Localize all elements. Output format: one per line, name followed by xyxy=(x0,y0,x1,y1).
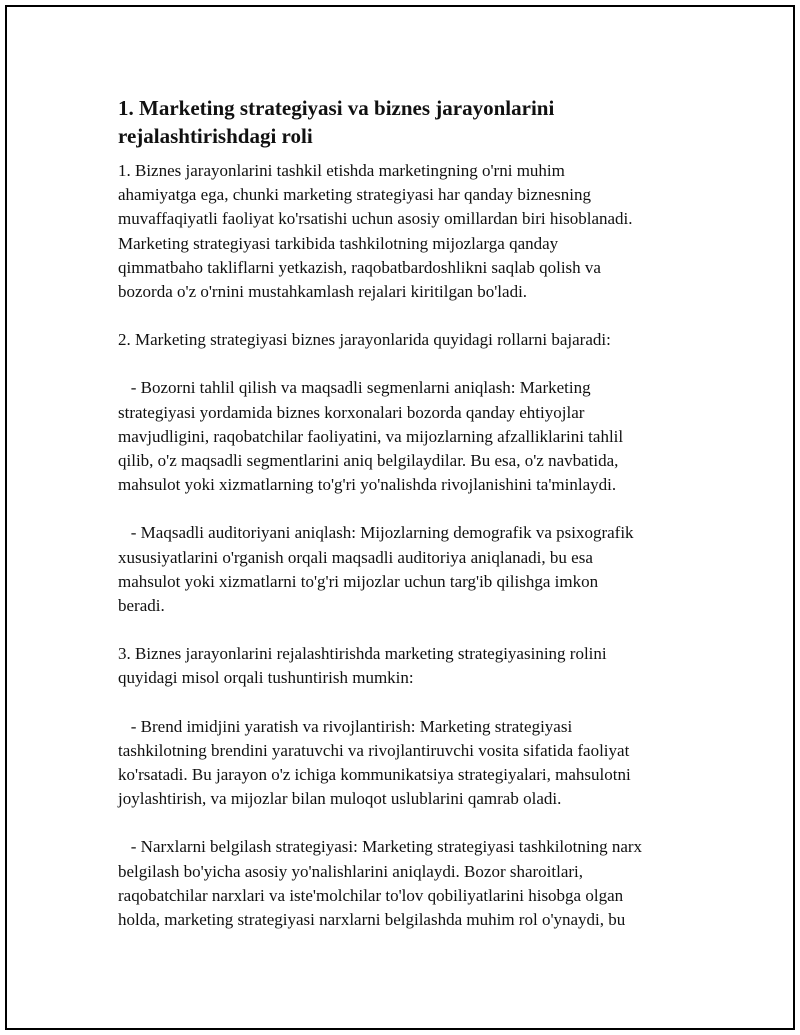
text-line: Marketing strategiyasi tarkibida tashkilotning mijozlarga qanday xyxy=(118,233,559,253)
text-line: muvaffaqiyatli faoliyat ko'rsatishi uchun asosiy omillardan biri hisoblanadi. xyxy=(118,209,633,229)
paragraph-2 xyxy=(118,328,708,352)
section-heading xyxy=(118,94,708,150)
heading-line: rejalashtirishdagi roli xyxy=(118,124,313,148)
paragraph-1 xyxy=(118,159,708,304)
text-line: quyidagi misol orqali tushuntirish mumkin: xyxy=(118,668,414,688)
text-line: qimmatbaho takliflarni yetkazish, raqobatbardoshlikni saqlab qolish va xyxy=(118,257,601,277)
text-line: 2. Marketing strategiyasi biznes jarayonlarida quyidagi rollarni bajaradi: xyxy=(118,330,611,350)
paragraph-7 xyxy=(118,835,708,932)
text-line: strategiyasi yordamida biznes korxonalari bozorda qanday ehtiyojlar xyxy=(118,402,585,422)
text-line: - Brend imidjini yaratish va rivojlantirish: Marketing strategiyasi xyxy=(118,716,573,736)
text-line: ahamiyatga ega, chunki marketing strategiyasi har qanday biznesning xyxy=(118,185,592,205)
text-line: qilib, o'z maqsadli segmentlarini aniq belgilaydilar. Bu esa, o'z navbatida, xyxy=(118,451,619,471)
text-line: belgilash bo'yicha asosiy yo'nalishlarini aniqlaydi. Bozor sharoitlari, xyxy=(118,861,584,881)
text-line: beradi. xyxy=(118,596,165,616)
text-line: mavjudligini, raqobatchilar faoliyatini, va mijozlarning afzalliklarini tahlil xyxy=(118,426,624,446)
text-line: - Narxlarni belgilash strategiyasi: Marketing strategiyasi tashkilotning narx xyxy=(118,837,643,857)
paragraph-4 xyxy=(118,521,708,618)
text-line: bozorda o'z o'rnini mustahkamlash rejalari kiritilgan bo'ladi. xyxy=(118,282,528,302)
text-line: 3. Biznes jarayonlarini rejalashtirishda marketing strategiyasining rolini xyxy=(118,644,607,664)
text-line: raqobatchilar narxlari va iste'molchilar to'lov qobiliyatlarini hisobga olgan xyxy=(118,885,624,905)
text-line: mahsulot yoki xizmatlarni to'g'ri mijozlar uchun targ'ib qilishga imkon xyxy=(118,571,599,591)
paragraph-3 xyxy=(118,376,708,497)
paragraph-5 xyxy=(118,642,708,690)
text-line: tashkilotning brendini yaratuvchi va rivojlantiruvchi vosita sifatida faoliyat xyxy=(118,740,630,760)
text-line: joylashtirish, va mijozlar bilan muloqot uslublarini qamrab oladi. xyxy=(118,789,562,809)
text-line: - Bozorni tahlil qilish va maqsadli segmenlarni aniqlash: Marketing xyxy=(118,378,591,398)
text-line: 1. Biznes jarayonlarini tashkil etishda marketingning o'rni muhim xyxy=(118,161,565,180)
text-line: - Maqsadli auditoriyani aniqlash: Mijozlarning demografik va psixografik xyxy=(118,523,634,543)
document-body xyxy=(118,94,708,956)
text-line: ko'rsatadi. Bu jarayon o'z ichiga kommunikatsiya strategiyalari, mahsulotni xyxy=(118,765,631,785)
text-line: xususiyatlarini o'rganish orqali maqsadli auditoriya aniqlanadi, bu esa xyxy=(118,547,593,567)
paragraph-6 xyxy=(118,715,708,812)
heading-line: 1. Marketing strategiyasi va biznes jarayonlarini xyxy=(118,96,555,120)
text-line: holda, marketing strategiyasi narxlarni belgilashda muhim rol o'ynaydi, bu xyxy=(118,910,626,930)
text-line: mahsulot yoki xizmatlarning to'g'ri yo'nalishda rivojlanishini ta'minlaydi. xyxy=(118,475,617,495)
